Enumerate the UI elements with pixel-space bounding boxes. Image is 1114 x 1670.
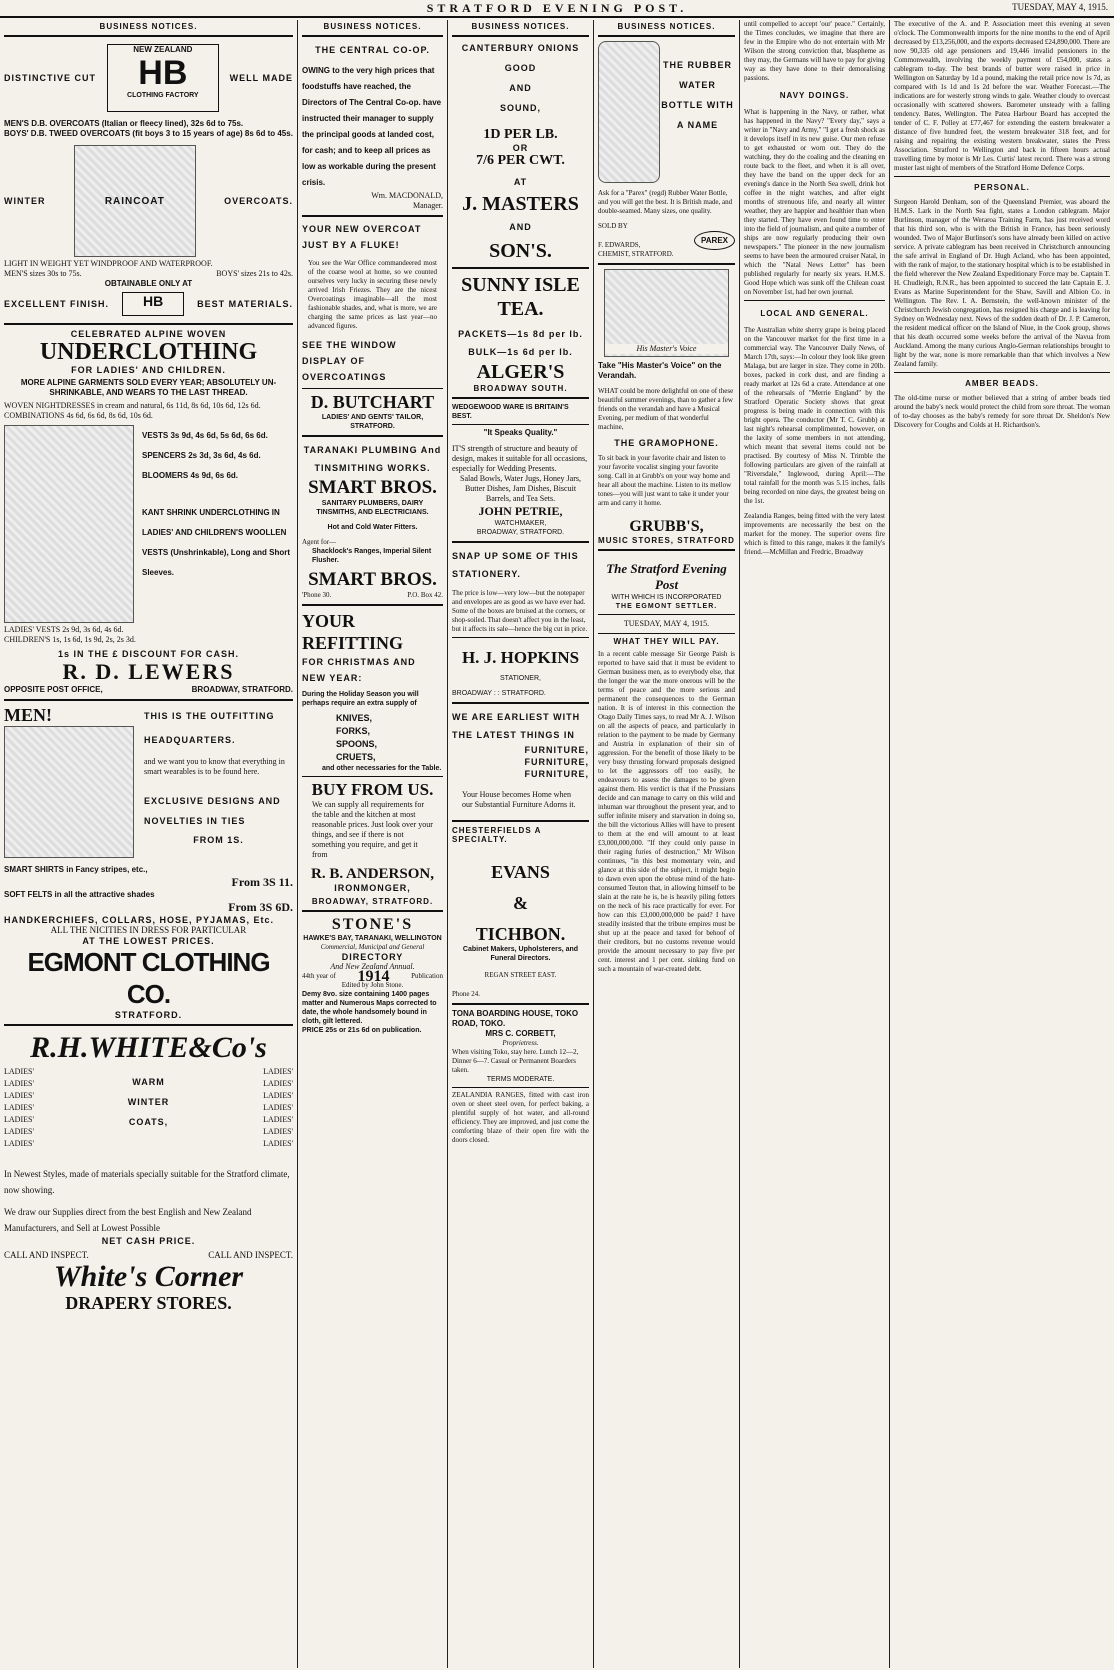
divider: [302, 388, 443, 389]
zealandia-note: Zealandia Ranges, being fitted with the very latest improvements are necessarily the best on the market for the money. The superior ovens fire which is fitted to this range, makes it the family's friend.—McMillan and Fredric, Broadway: [744, 512, 885, 556]
bloomers-price: BLOOMERS 4s 9d, 6s 6d.: [142, 471, 239, 480]
news-items: The executive of the A. and P. Association meet this evening at seven o'clock. The Commonwealth imports for the nine months to the end of April decreased by £13,256,000, and the exports decreased £24,890,000. There are now 90,335 old age pensioners and 19,446 invalid pensioners in the Commonwealth, involving the weekly payment of £54,000, states a cablegram to-day. The best brands of butter were raised in price in Wellington on Saturday by 1d a pound, making the retail price now 1s 7d, as compared with 1s 1d and 1s 2d before the war. Weather Forecast.—The indications are for westerly strong winds to gale. Weather cloudy to overcast occasionally with scattered showers. Barometer unsteady with a falling tendency. Bates, Wellington. The Patea Harbour Board has accepted the tender of C. F. Polley at £77,467 for extending the eastern breakwater a distance of five hundred feet, the western breakwater 318 feet, and for raising and repairing the existing western breakwater, states the Press Association. Stratford to Wellington and back in fifteen hours actual travelling time by motor is Mr Les. Curtis' latest record. There was a strong muster last night of members of the Stratford Home Defence Corps.: [894, 20, 1110, 172]
refitting-heading: YOUR REFITTING: [302, 611, 404, 653]
snap-heading: SNAP UP SOME OF THIS STATIONERY.: [452, 551, 579, 579]
alpine-claim: MORE ALPINE GARMENTS SOLD EVERY YEAR; ABSOLUTELY UN-SHRINKABLE, AND WEARS TO THE LAST THREAD.: [20, 378, 277, 397]
window-display: SEE THE WINDOW DISPLAY OF OVERCOATINGS: [302, 340, 397, 382]
incorporated-text: WITH WHICH IS INCORPORATED: [611, 594, 722, 601]
buy-heading: BUY FROM US.: [311, 780, 434, 799]
alpine-heading: CELEBRATED ALPINE WOVEN: [70, 329, 227, 339]
smart-bros-2: SMART BROS.: [308, 569, 437, 590]
agent-text: Agent for—: [302, 538, 337, 546]
price-per-lb: 1D PER LB.: [483, 127, 558, 142]
ladies-label: LADIES': [263, 1139, 293, 1148]
anderson-name: R. B. ANDERSON,: [311, 866, 434, 882]
column-1: [0, 20, 298, 1668]
parex-seller-info: [598, 222, 674, 259]
divider: [4, 323, 293, 325]
shirts-price: From 3S 11.: [231, 875, 293, 889]
stones-annual: And New Zealand Annual.: [330, 962, 415, 971]
divider: [452, 397, 589, 399]
gramophone-dog-icon: [604, 269, 729, 357]
supply-text: We can supply all requirements for the table and the kitchen at most reasonable prices. Just look over your things, and see if there is not something you require, and get it from: [312, 800, 433, 859]
sunny-isle-tea: SUNNY ISLE TEA.: [461, 274, 580, 320]
list-item: FURNITURE,: [524, 769, 589, 779]
smart-phone: 'Phone 30.: [302, 591, 332, 599]
divider: [302, 215, 443, 217]
hmv-body: WHAT could be more delightful on one of these beautiful summer evenings, than to gather a few friends on the verandah and have a Musical Evening, per medium of that wonderful machine,: [598, 387, 734, 431]
cabinet-makers: Cabinet Makers, Upholsterers, and Funeral Directors.: [462, 946, 579, 962]
call-inspect-left: CALL AND INSPECT.: [4, 1250, 89, 1260]
list-item: KNIVES,: [336, 713, 373, 723]
underclothing-block: [4, 425, 293, 625]
zealandia-ad: ZEALANDIA RANGES, fitted with cast iron oven or sheet steel oven, for perfect baking, a plentiful supply of hot water, and all-round efficiency. They are improved, and just come the comforting blaze of their open fire with the doors closed.: [452, 1091, 589, 1144]
post-title: The Stratford Evening Post: [606, 561, 727, 592]
divider: [302, 604, 443, 606]
price-per-cwt: 7/6 PER CWT.: [476, 153, 565, 168]
parex-logo: PAREX: [694, 231, 735, 250]
edwards-chemist: CHEMIST, STRATFORD.: [598, 250, 674, 258]
ladies-label: LADIES': [263, 1127, 293, 1136]
coop-heading: THE CENTRAL CO-OP.: [315, 45, 430, 55]
ladies-label: LADIES': [4, 1091, 34, 1100]
divider: [598, 633, 735, 634]
section-header: BUSINESS NOTICES.: [323, 22, 422, 31]
want-text: and we want you to know that everything in smart wearables is to be found here.: [144, 757, 285, 776]
ladies-label: LADIES': [263, 1103, 293, 1112]
ladies-label: LADIES': [4, 1127, 34, 1136]
outfitting-heading: THIS IS THE OUTFITTING: [144, 711, 275, 721]
ladies-list-right: [263, 1066, 293, 1166]
underclothing-heading: UNDERCLOTHING: [39, 339, 258, 365]
light-weight-text: LIGHT IN WEIGHT YET WINDPROOF AND WATERPROOF.: [4, 259, 213, 268]
stones-year-label: 44th year of: [302, 972, 336, 980]
divider: [452, 267, 589, 269]
ladies-label: LADIES': [4, 1079, 34, 1088]
raincoat-emblem-icon: [74, 145, 196, 257]
woven-text: WOVEN NIGHTDRESSES in cream and natural, 6s 11d, 8s 6d, 10s 6d, 12s 6d.: [4, 401, 261, 410]
excellent-finish: EXCELLENT FINISH.: [4, 299, 110, 309]
parex-heading: THE RUBBER WATER BOTTLE WITH A NAME: [661, 60, 734, 130]
navy-heading: NAVY DOINGS.: [779, 91, 850, 100]
list-item: CRUETS,: [336, 752, 376, 762]
parex-seller: [598, 222, 735, 259]
or-text: OR: [512, 143, 529, 153]
ladies-label: LADIES': [263, 1067, 293, 1076]
divider: [302, 35, 443, 37]
other-necessaries: and other necessaries for the Table.: [322, 765, 442, 772]
stones-directory: DIRECTORY: [341, 952, 404, 962]
hb-logo-mid: HB: [138, 54, 188, 92]
raincoat-advert: [4, 143, 293, 259]
ampersand: &: [513, 893, 528, 913]
smart-bros: SMART BROS.: [308, 477, 437, 498]
stones-price: PRICE 25s or 21s 6d on publication.: [302, 1027, 422, 1034]
divider: [598, 614, 735, 615]
ladies-label: LADIES': [4, 1115, 34, 1124]
divider: [452, 35, 589, 37]
newspaper-title: STRATFORD EVENING POST.: [426, 1, 688, 15]
masthead-date: TUESDAY, MAY 4, 1915.: [1012, 2, 1108, 12]
ladies-label: LADIES': [4, 1067, 34, 1076]
speaks-quality: "It Speaks Quality.": [483, 428, 558, 437]
lowest-prices: AT THE LOWEST PRICES.: [82, 936, 215, 946]
felts-price: From 3S 6D.: [228, 900, 293, 914]
combinations-text: COMBINATIONS 4s 6d, 6s 6d, 8s 6d, 10s 6d.: [4, 411, 153, 420]
petrie-address: BROADWAY, STRATFORD.: [476, 529, 565, 536]
outfitting-text-block: [138, 705, 293, 865]
divider: [452, 1003, 589, 1005]
supplies-text: We draw our Supplies direct from the best English and New Zealand Manufacturers, and Sell at Lowest Possible: [4, 1207, 252, 1233]
vests-price: VESTS 3s 9d, 4s 6d, 5s 6d, 6s 6d.: [142, 431, 268, 440]
lewers-name: R. D. LEWERS: [62, 659, 235, 684]
evans-phone: Phone 24.: [452, 990, 480, 998]
white-coats-block: [4, 1066, 293, 1166]
hb-logo-bottom: CLOTHING FACTORY: [127, 92, 199, 99]
onions-sound: SOUND,: [499, 103, 541, 113]
nicities-text: ALL THE NICITIES IN DRESS FOR PARTICULAR: [50, 925, 247, 935]
hopkins-name: H. J. HOPKINS: [461, 648, 580, 667]
butchart-trade: LADIES' AND GENTS' TAILOR, STRATFORD.: [321, 414, 424, 430]
parex-advert: [598, 41, 735, 189]
ladies-label: LADIES': [4, 1103, 34, 1112]
local-heading: LOCAL AND GENERAL.: [760, 309, 869, 318]
divider: [302, 776, 443, 777]
divider: [894, 372, 1110, 373]
earliest-heading: WE ARE EARLIEST WITH THE LATEST THINGS IN: [452, 712, 581, 740]
lewers-address: [4, 685, 293, 695]
section-header: BUSINESS NOTICES.: [99, 22, 198, 31]
tona-heading: TONA BOARDING HOUSE, TOKO ROAD, TOKO.: [452, 1009, 579, 1028]
egmont-stratford: STRATFORD.: [114, 1010, 183, 1020]
home-text: Your House becomes Home when our Substantial Furniture Adorns it.: [462, 790, 576, 809]
masters-sons: SON'S.: [489, 240, 552, 262]
boys-sizes: BOYS' sizes 21s to 42s.: [216, 269, 293, 278]
terms-moderate: TERMS MODERATE.: [486, 1076, 555, 1083]
grubbs-name: GRUBB'S,: [629, 518, 704, 535]
whites-corner: White's Corner: [53, 1260, 244, 1293]
hb-left-text: DISTINCTIVE CUT: [4, 73, 97, 83]
sizes-row: [4, 269, 293, 279]
divider: [302, 435, 443, 437]
furniture-list: [452, 744, 589, 780]
wedgewood-items: Salad Bowls, Water Jugs, Honey Jars, Butter Dishes, Jam Dishes, Biscuit Barrels, and Tea Sets.: [460, 474, 581, 503]
local-body: The Australian white sherry grape is being placed on the Vancouver market for the first time in a commercial way. The Vancouver Daily News, of March 17th, says:—In colour they look like green Malaga, but are larger in size. They come in 20lb. boxes, packed in cork dust, and are finding a ready market at 12s 6d a crate. Attendance at one of the rehearsals of "Merrie England" by the Stratford Operatic Society shows that great progress is being made in connection with this bright opera. The conductor (Mr T. C. Grubb) at last night's rehearsal complimented, however, on the laxity of some members in not attending, which meant that several items could not be practised. By courtesy of Miss N. Trimble the following particulars are given of the rainfall at "Riversdale," Inglewood, during April:—The total rainfall for the month was 5.15 inches, falls being recorded on nine days, the greatest being on the 1st.: [744, 326, 885, 505]
coats-text: COATS,: [128, 1117, 169, 1127]
list-item: FURNITURE,: [524, 745, 589, 755]
smart-contact: [302, 591, 443, 600]
call-inspect-right: CALL AND INSPECT.: [208, 1250, 293, 1260]
hb-logo-top: NEW ZEALAND: [133, 45, 193, 54]
ladies-label: LADIES': [263, 1115, 293, 1124]
ironmonger: IRONMONGER,: [334, 883, 411, 893]
stones-heading: STONE'S: [331, 916, 414, 933]
best-materials: BEST MATERIALS.: [197, 299, 293, 309]
divider: [598, 549, 735, 551]
kant-shrink-text: KANT SHRINK UNDERCLOTHING IN LADIES' AND CHILDREN'S WOOLLEN VESTS (Unshrinkable), Long and Short Sleeves.: [142, 508, 291, 577]
grubbs-address: MUSIC STORES, STRATFORD: [598, 536, 735, 545]
lewers-broadway: BROADWAY, STRATFORD.: [191, 685, 293, 694]
ladies-label: LADIES': [4, 1139, 34, 1148]
warm-winter-coats: [128, 1072, 170, 1166]
divider: [452, 424, 589, 425]
onions-good: GOOD: [504, 63, 537, 73]
winter-text: WINTER: [127, 1097, 170, 1107]
overcoat-heading: YOUR NEW OVERCOAT JUST BY A FLUKE!: [302, 224, 422, 250]
wedgewood-heading: WEDGEWOOD WARE IS BRITAIN'S BEST.: [452, 404, 569, 420]
gramophone-heading: THE GRAMOPHONE.: [614, 438, 719, 448]
stones-commercial: Commercial, Municipal and General: [320, 943, 425, 951]
hb-small-logo: HB: [122, 292, 184, 316]
section-header: BUSINESS NOTICES.: [617, 22, 716, 31]
column-2: [298, 20, 448, 1668]
handkerchiefs-text: HANDKERCHIEFS, COLLARS, HOSE, PYJAMAS, Etc.: [4, 915, 275, 925]
overcoat-line-2: BOYS' D.B. TWEED OVERCOATS (fit boys 3 to 15 years of age) 8s 6d to 45s.: [4, 129, 293, 138]
mens-sizes: MEN'S sizes 30s to 75s.: [4, 269, 82, 278]
corbett-name: MRS C. CORBETT,: [485, 1029, 556, 1038]
overcoats-text: OVERCOATS.: [224, 196, 293, 206]
regan-street: REGAN STREET EAST.: [484, 971, 557, 979]
from-1s: FROM 1S.: [193, 835, 244, 845]
settler-text: THE EGMONT SETTLER.: [615, 603, 718, 610]
egmont-advert-top: [4, 705, 293, 865]
list-item: FURNITURE,: [524, 757, 589, 767]
obtainable-text: OBTAINABLE ONLY AT: [104, 279, 193, 288]
personal-body: Surgeon Harold Denham, son of the Queensland Premier, was aboard the H.M.S. Lark in the North Sea fight, states a London cablegram. Major Burlinson, manager of the Weraroa Training Farm, has just received word that his third son, who is with the British in France, has been seriously wounded. Two of Major Burlinson's sons have already been killed on active service. A private cablegram has been received in Christchurch announcing the safe arrival in England of Dr. Hugh Acland, who has been appointed, with the rank of major, to the stationary hospital which is to be established in the field wherever the New Zealand Expeditionary Force may be. Captain T. H. Chudleigh, R.N.R., has been appointed to succeed the late Captain E. J. Evans as Marine Superintendent for the Shaw, Savill and Albion Co. in Wellington. The Rev. I. A. Bernstein, the well-known minister of the Christchurch Jewish congregation, has resigned his charge and is leaving for Sydney on Wednesday next. News of the sudden death of Dr. J. P. Cameron, the resident medical officer on the Island of Niue, in the Cook group, shows that his death occurred some weeks before the arrival of the Navua from Auckland. Among the many curious Anglo-German relationships brought to light by the war, none is more remarkable than that which involves a New Zealand family.: [894, 198, 1110, 368]
taranaki-heading: TARANAKI PLUMBING And TINSMITHING WORKS.: [303, 445, 442, 473]
water-bottle-icon: [598, 41, 660, 183]
warm-text: WARM: [132, 1077, 165, 1087]
algers-name: ALGER'S: [476, 361, 565, 383]
at-text: AT: [513, 177, 528, 187]
sold-by: SOLD BY: [598, 222, 628, 230]
chesterfields: CHESTERFIELDS A SPECIALTY.: [452, 826, 542, 844]
egmont-name: EGMONT CLOTHING CO.: [27, 947, 270, 1009]
divider: [452, 820, 589, 822]
masters-and: AND: [509, 222, 532, 232]
ladies-vests-price: LADIES' VESTS 2s 9d, 3s 6d, 4s 6d.: [4, 625, 124, 634]
butchart-name: D. BUTCHART: [310, 392, 435, 412]
shacklock-text: Shacklock's Ranges, Imperial Silent Flusher.: [312, 548, 432, 564]
stones-editor: Edited by John Stone.: [341, 981, 404, 989]
hmv-heading: Take "His Master's Voice" on the Verandah.: [598, 361, 722, 380]
raincoat-label: RAINCOAT: [104, 195, 165, 207]
holiday-text: During the Holiday Season you will perhaps require an extra supply of: [302, 691, 419, 707]
shirts-text: SMART SHIRTS in Fancy stripes, etc.,: [4, 865, 148, 874]
evans-name: EVANS: [491, 862, 550, 882]
navy-body: What is happening in the Navy, or rather, what has happened in the Navy? "Every day," says a writer in "Navy and Army," "I get a fresh shock as it develops itself in its new guise. Our men refuse to get exhausted or worn out. They do the watching, they do the coaling and the cleaning en route back to the fleet, and when it is all over, they have the band on the upper deck for an evening's dance in the North Sea swell, drink hot coffee in the night watches, and after eight months of strenuous life, and nearly all winter weather, they are happier and healthier than when they started. They have even found time to enter into the field of journalism, and quite a number of ships are now regularly producing their own newspapers." The pioneer in the new journalism seems to have been the armoured cruiser Natal, in which the "Natal News Letter" has been published regularly for nearly six years. H.M.S. Good Hope which was sunk off the Chilean coast on November 1st, had her own journal.: [744, 108, 885, 296]
divider: [452, 541, 589, 543]
edwards-name: F. EDWARDS,: [598, 241, 641, 249]
editorial-body: In a recent cable message Sir George Paish is reported to have said that it must be evident to German business men, as to everybody else, that the longer the war the more onerous will be the terms of peace and the more serious and permanent the consequences to the German nation. It is of interest in this connection the Otago Daily Times says, to read Mr A. J. Wilson on all the aspects of peace, and particularly in relation to the payment to be made by Germany and Austria in explanation of their sin of aggression. For the benefit of those likely to be very busy thrusting forward proposals designed to let the aggressors off too easily, he endeavours to assess the damages to be given against them. His verdict is that if the Prussians decide and can manage to carry on this wild and inhuman war throughout the present year, and to suffer infinite misery and starvation in doing so, the bill the victorious Allies will have to present to them at the end will amount to at least £3,000,000,000. "If they could only pause in their raging furies of destruction," Mr Wilson continues, "in this best momentary vein, and glance at this side of the subject, it might begin to dawn even upon the obtuse mind of the hate-consumed Teuton that, in allowing himself to be slain at the rate he is, he is heavily piling fetters on the neck of his race practically for ever. For how can this £3,000,000,000 be paid? I have steadily insisted that the tribute empires must be shut up at the peace and taxed for behoof of their creditors, but no customs revenue would provide the amount necessary to pay five per cent. interest and 1 per cent. sinking fund on such a mountain of war-created debt.: [598, 650, 735, 973]
hb-logo: [107, 44, 219, 112]
sanitary-text: SANITARY PLUMBERS, DAIRY TINSMITHS, AND ELECTRICIANS.: [316, 500, 429, 516]
petrie-name: JOHN PETRIE,: [478, 504, 563, 518]
divider: [598, 263, 735, 265]
men-heading: MEN!: [4, 705, 52, 725]
tona-body: When visiting Toko, stay here. Lunch 12—2, Dinner 6—7. Casual or Permanent Boarders taken.: [452, 1048, 579, 1074]
ladies-children-heading: FOR LADIES' AND CHILDREN.: [71, 365, 226, 375]
editorial-date: TUESDAY, MAY 4, 1915.: [623, 619, 710, 628]
proprietress: Proprietress.: [502, 1039, 539, 1047]
packets-price: PACKETS—1s 8d per lb.: [458, 329, 583, 339]
section-header: BUSINESS NOTICES.: [471, 22, 570, 31]
childrens-vests-price: CHILDREN'S 1s, 1s 6d, 1s 9d, 2s, 2s 3d.: [4, 635, 136, 644]
hb-right-text: WELL MADE: [229, 73, 293, 83]
smart-po: P.O. Box 42.: [407, 591, 443, 599]
divider: [4, 1024, 293, 1026]
gentleman-illustration-icon: [4, 726, 134, 858]
felts-text: SOFT FELTS in all the attractive shades: [4, 890, 155, 899]
masters-name: J. MASTERS: [462, 193, 579, 215]
coop-signature: Wm. MACDONALD,: [371, 191, 443, 200]
stones-year: 1914: [357, 968, 390, 985]
hmv-caption: His Master's Voice: [605, 344, 728, 354]
list-item: FORKS,: [336, 726, 371, 736]
stones-demy: Demy 8vo. size containing 1400 pages matter and Numerous Maps corrected to date, the whole handsomely bound in cloth, gilt lettered.: [302, 991, 437, 1025]
coop-body: OWING to the very high prices that foodstuffs have reached, the Directors of The Central Co-op. have instructed their manager to supply the principal goods at landed cost, for cash; and to keep all prices as low as workable during the present crisis.: [302, 66, 442, 187]
underclothing-prices: [134, 425, 293, 625]
column-6: [890, 20, 1114, 1668]
parex-body: Ask for a "Parex" (regd) Rubber Water Bottle, and you will get the best. It is British made, and double-seamed. Many sizes, one quality.: [598, 189, 733, 215]
hb-advert: [4, 41, 293, 115]
onions-heading: CANTERBURY ONIONS: [461, 43, 580, 53]
ladies-label: LADIES': [263, 1079, 293, 1088]
masthead: [0, 0, 1114, 18]
hot-cold-text: Hot and Cold Water Fitters.: [327, 524, 418, 531]
finish-row: [4, 289, 293, 319]
list-item: SPOONS,: [336, 739, 378, 749]
overcoat-body: You see the War Office commandeered most of the coarse wool at home, so we counted ourselves very lucky in securing these newly arrived Irish Friezes. They are the nicest Overcoatings imaginable—all the most fashionable shades, and, what is more, we are charging the same prices as last year—no advanced figures.: [308, 259, 437, 330]
net-cash: NET CASH PRICE.: [101, 1236, 196, 1246]
table-items-list: [302, 712, 443, 764]
stones-regions: HAWKE'S BAY, TARANAKI, WELLINGTON: [303, 935, 442, 942]
cash-discount: 1s IN THE £ DISCOUNT FOR CASH.: [57, 649, 240, 659]
white-logo: R.H.WHITE&Co's: [30, 1031, 267, 1064]
anderson-address: BROADWAY, STRATFORD.: [311, 897, 434, 906]
divider: [452, 637, 589, 638]
onions-and: AND: [509, 83, 532, 93]
gramophone-body: To sit back in your favorite chair and listen to your favorite vocalist singing your favorite song. Call in at Grubb's on your way home and hear all about the machine. Listen to its mellow tones—you will just want to take it under your arm and carry it home.: [598, 454, 732, 507]
ladies-figure-icon: [4, 425, 134, 623]
column-5: [740, 20, 890, 1668]
newest-styles-text: In Newest Styles, made of materials specially suitable for the Stratford climate, now showing.: [4, 1169, 290, 1195]
hopkins-trade: STATIONER,: [500, 675, 541, 682]
men-illustration-block: [4, 705, 138, 865]
petrie-trade: WATCHMAKER,: [494, 520, 547, 527]
ladies-list-left: [4, 1066, 34, 1166]
column-3: [448, 20, 594, 1668]
divider: [4, 35, 293, 37]
spencers-price: SPENCERS 2s 3d, 3s 6d, 4s 6d.: [142, 451, 261, 460]
divider: [302, 910, 443, 912]
stationery-body: The price is low—very low—but the notepaper and envelopes are as good as we have ever had. Some of the boxes are bruised at the corners, or shop-soiled. That doesn't affect you in the least, but it affects its sale—hence the big cut in price.: [452, 589, 588, 633]
winter-text: WINTER: [4, 196, 46, 206]
divider: [744, 300, 885, 301]
broadway-south: BROADWAY SOUTH.: [473, 384, 568, 393]
editorial-continued: until compelled to accept 'our' peace." Certainly, the Times concludes, we imagine that there are few in the Empire who do not entertain with Mr Wilson the strong conviction that, blaspheme as they may, the Germans will have to pay for giving way as they have done to their demoralising passions.: [744, 20, 885, 82]
divider: [598, 35, 735, 37]
divider: [4, 699, 293, 701]
overcoat-line-1: MEN'S D.B. OVERCOATS (Italian or fleecy lined), 32s 6d to 75s.: [4, 119, 244, 128]
exclusive-text: EXCLUSIVE DESIGNS AND NOVELTIES IN TIES: [144, 796, 281, 826]
hopkins-address: BROADWAY : : STRATFORD.: [452, 690, 546, 697]
lewers-opposite: OPPOSITE POST OFFICE,: [4, 685, 103, 694]
xmas-heading: FOR CHRISTMAS AND NEW YEAR:: [302, 657, 416, 683]
bulk-price: BULK—1s 6d per lb.: [468, 347, 573, 357]
personal-heading: PERSONAL.: [974, 183, 1030, 192]
drapery-stores: DRAPERY STORES.: [65, 1293, 232, 1313]
ladies-label: LADIES': [263, 1091, 293, 1100]
amber-body: The old-time nurse or mother believed that a string of amber beads tied around the baby's neck would protect the child from sore throat. The woman of to-day chooses as the baby's remedy for sore throat Dr. Sheldon's New Discovery for Coughs and Colds at H. Richardson's.: [894, 394, 1110, 429]
wedgewood-body: IT'S strength of structure and beauty of design, makes it suitable for all occasions, especially for Wedding Presents.: [452, 444, 588, 473]
amber-heading: AMBER BEADS.: [965, 379, 1039, 388]
divider: [894, 176, 1110, 177]
divider: [452, 702, 589, 704]
headquarters-heading: HEADQUARTERS.: [144, 735, 236, 745]
editorial-heading: WHAT THEY WILL PAY.: [613, 637, 720, 646]
coop-manager: Manager.: [413, 201, 443, 210]
divider: [452, 1087, 589, 1088]
tichbon-name: TICHBON.: [475, 924, 566, 944]
stones-publication: Publication: [411, 972, 443, 980]
column-4: [594, 20, 740, 1668]
